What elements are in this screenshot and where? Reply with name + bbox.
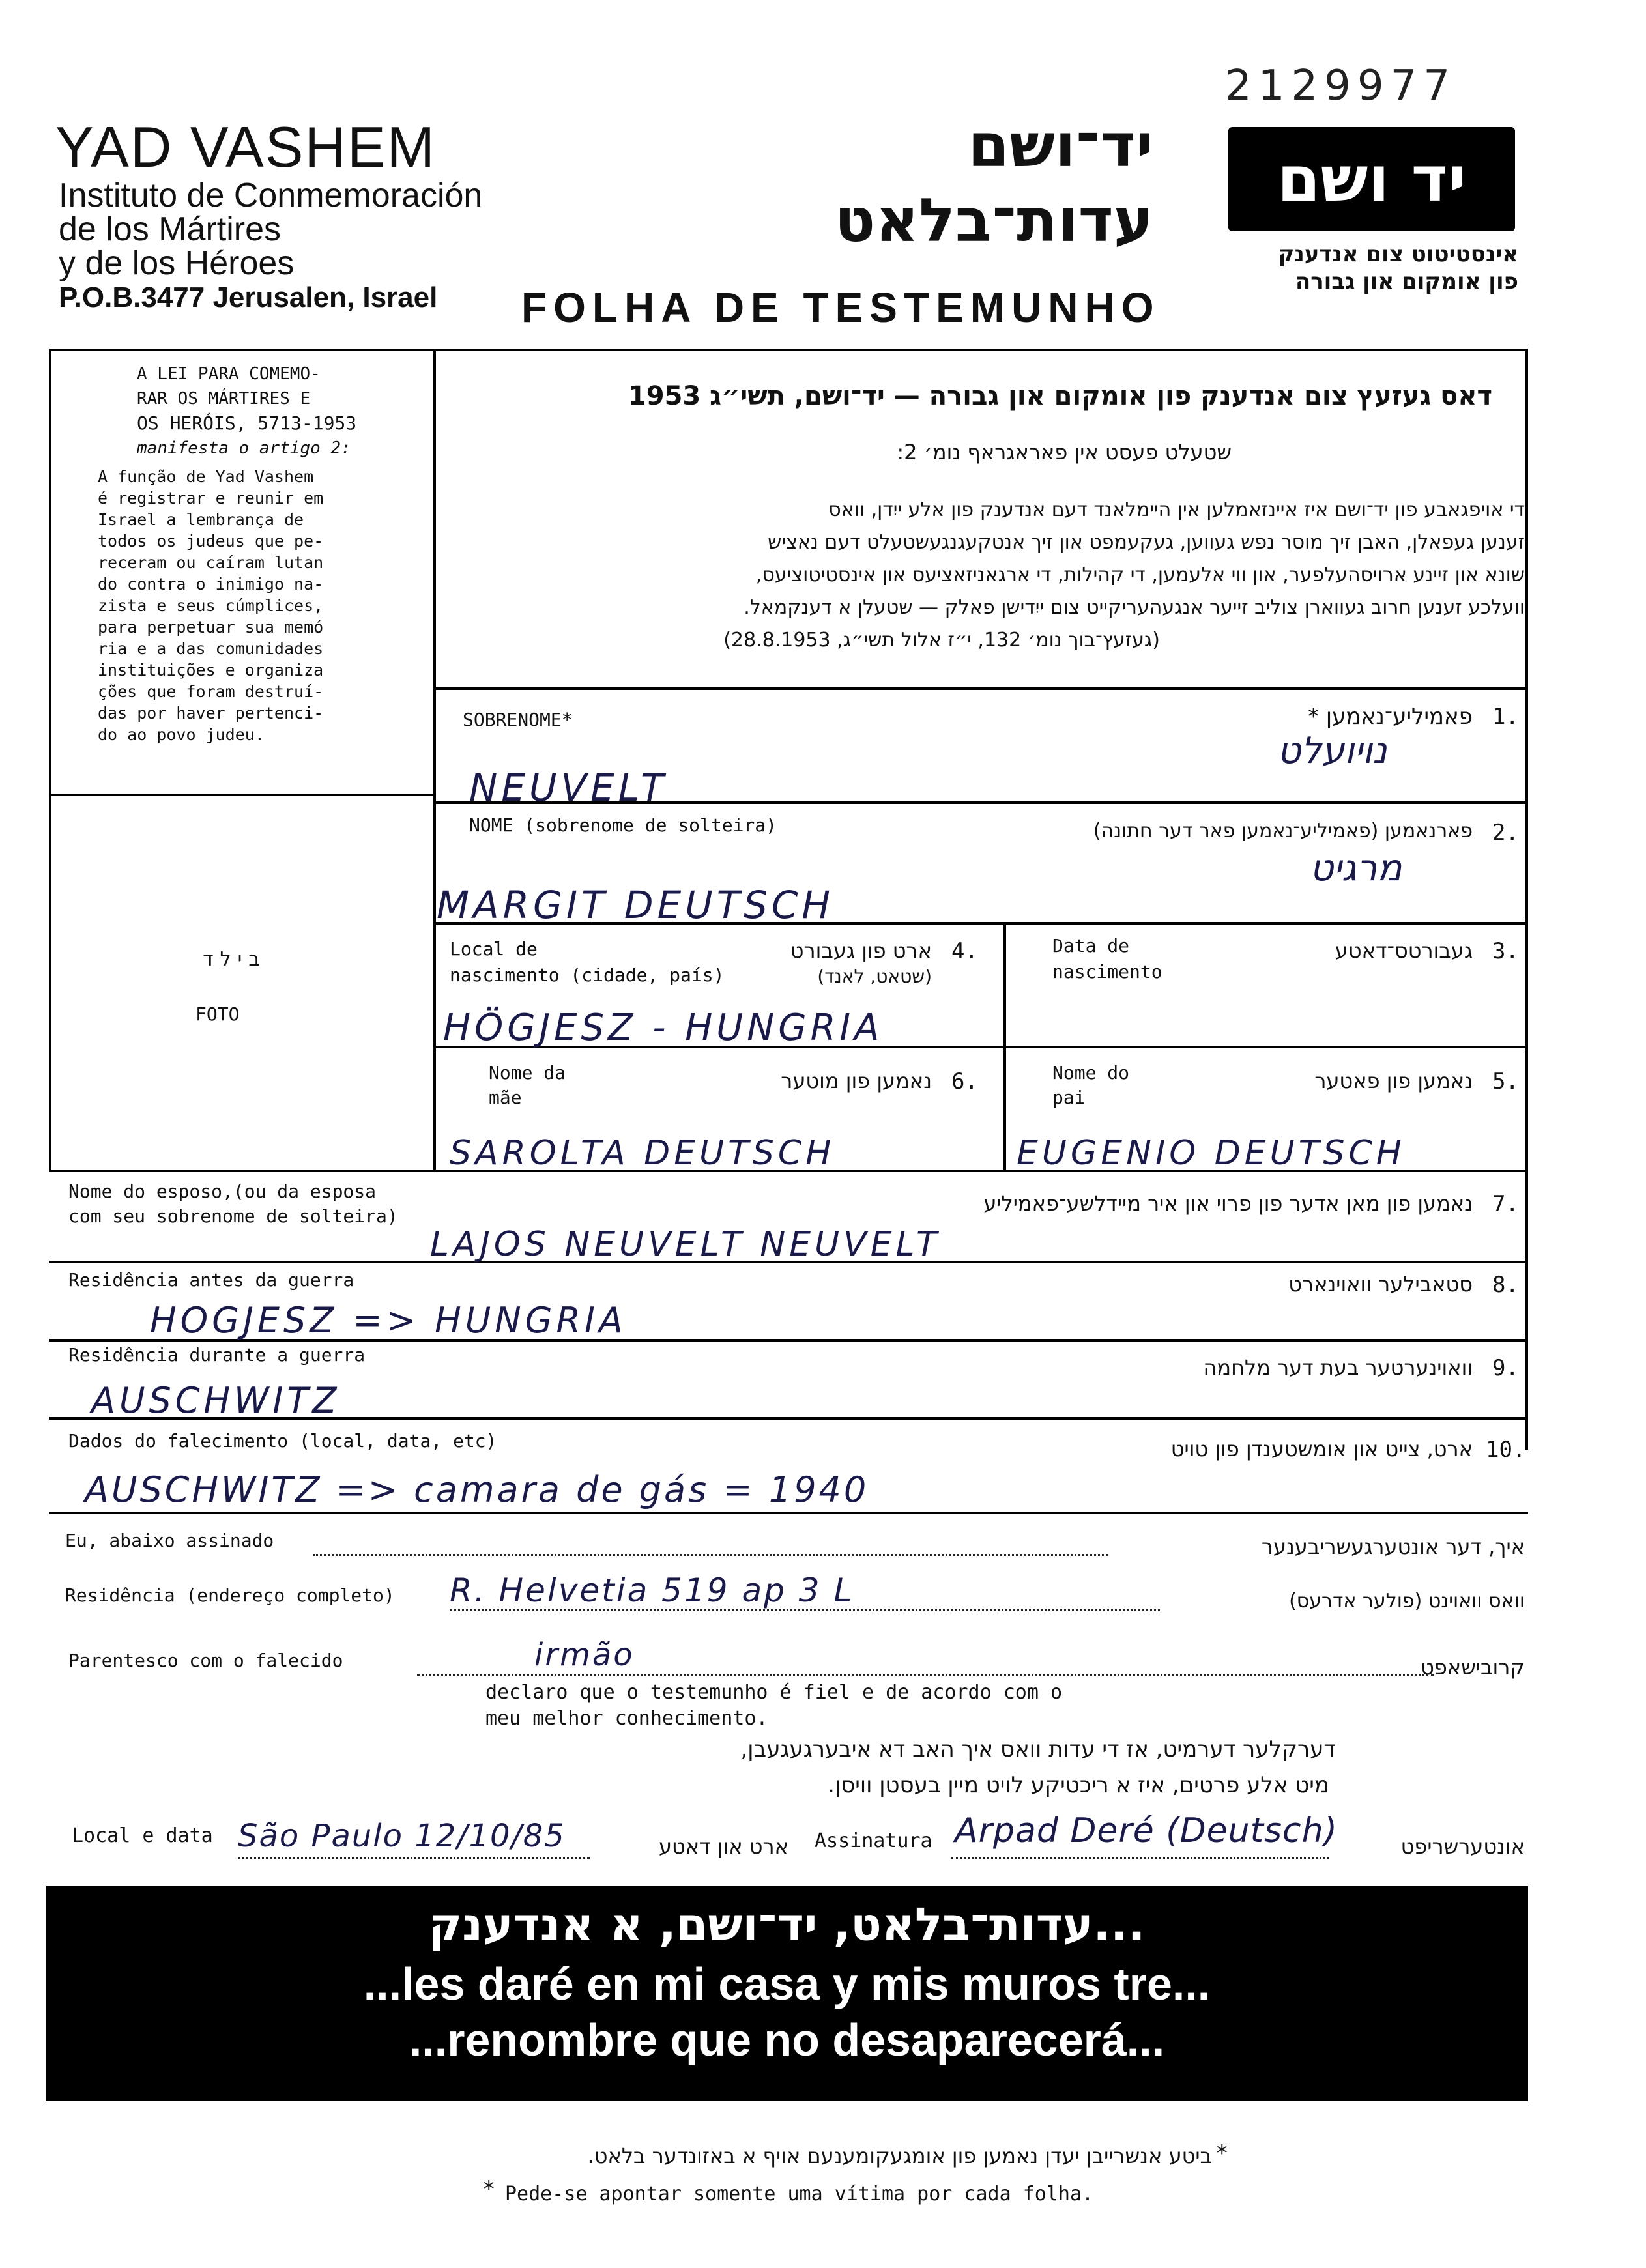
form-right-border bbox=[1525, 349, 1528, 1450]
banner-hebrew-line: ...עדות־בלאט, יד־ושם, א אנדענק bbox=[428, 1898, 1146, 1951]
field-6-label-2: mãe bbox=[489, 1087, 522, 1108]
hebrew-law-line: (געזעץ־בוך נומ׳ 132, י״ז אלול תשי״ג, 28.8.1953) bbox=[723, 629, 1160, 652]
field-8-value[interactable]: HOGJESZ => HUNGRIA bbox=[150, 1300, 627, 1341]
scripture-banner bbox=[46, 1886, 1528, 2101]
residence-dotted-line bbox=[450, 1609, 1160, 1611]
footer-asterisk-2: * bbox=[482, 2176, 496, 2202]
field-3-label-1: Data de bbox=[1052, 935, 1130, 956]
field-9-label: Residência durante a guerra bbox=[68, 1344, 366, 1366]
law-body-line: é registrar e reunir em bbox=[98, 489, 324, 508]
field-5-value[interactable]: EUGENIO DEUTSCH bbox=[1017, 1134, 1406, 1173]
field-1-number: 1. bbox=[1492, 704, 1519, 730]
org-name: YAD VASHEM bbox=[55, 115, 436, 179]
hebrew-law-line: וועלכע זענען חרוב געווארן צוליב זייער אנגעהעריקייט צום ייִדישן פאלק — שטעלן א דענקמאל. bbox=[744, 596, 1525, 619]
field-5-number: 5. bbox=[1492, 1069, 1519, 1095]
law-heading-3: OS HERÓIS, 5713-1953 bbox=[137, 412, 357, 434]
org-line-1: Instituto de Conmemoración bbox=[59, 177, 483, 214]
field-4-label-hebrew-2: (שטאט, לאנד) bbox=[817, 966, 932, 987]
relation-label: Parentesco com o falecido bbox=[68, 1650, 343, 1671]
place-date-dotted-line bbox=[238, 1857, 590, 1859]
field-3-number: 3. bbox=[1492, 938, 1519, 964]
residence-label: Residência (endereço completo) bbox=[65, 1585, 395, 1606]
residence-label-hebrew: וואס וואוינט (פולער אדרעס) bbox=[1289, 1590, 1525, 1613]
field-2-value[interactable]: MARGIT DEUTSCH bbox=[437, 883, 835, 927]
logo-text: יד ושם bbox=[1277, 143, 1467, 216]
logo-caption-line-1: אינסטיטוט צום אנדענק bbox=[1278, 241, 1518, 267]
yad-vashem-logo bbox=[1228, 127, 1515, 231]
declaration-text-2: meu melhor conhecimento. bbox=[485, 1707, 768, 1730]
field-6-label-1: Nome da bbox=[489, 1062, 566, 1084]
hebrew-law-line: זענען געפאלן, האבן זיך מוסר נפש געווען, געקעמפט און זיך אנטקעגנגעשטעלט דעם נאציש bbox=[768, 531, 1525, 554]
signature-label-hebrew: אונטערשריפט bbox=[1400, 1834, 1525, 1859]
law-body-line: para perpetuar sua memó bbox=[98, 618, 324, 637]
hebrew-title-line-2: עדות־בלאט bbox=[834, 186, 1153, 255]
declaration-text-1: declaro que o testemunho é fiel e de acordo com o bbox=[485, 1681, 1063, 1704]
footer-asterisk-1: * bbox=[1215, 2140, 1229, 2166]
field-5-label-hebrew: נאמען פון פאטער bbox=[1314, 1069, 1473, 1093]
field-4-label-hebrew-1: ארט פון געבורט bbox=[790, 938, 932, 963]
field-8-number: 8. bbox=[1492, 1272, 1519, 1298]
signature-dotted-line bbox=[951, 1857, 1329, 1859]
field-5-label-2: pai bbox=[1052, 1087, 1086, 1108]
field-row-divider bbox=[1003, 922, 1006, 1170]
law-body-line: do contra o inimigo na- bbox=[98, 575, 324, 594]
field-4-number: 4. bbox=[951, 938, 978, 964]
field-5-label-1: Nome do bbox=[1052, 1062, 1130, 1084]
place-date-label-hebrew: ארט און דאטע bbox=[658, 1834, 788, 1859]
signer-label: Eu, abaixo assinado bbox=[65, 1530, 274, 1551]
field-7-value[interactable]: LAJOS NEUVELT NEUVELT bbox=[430, 1225, 941, 1264]
form-top-border bbox=[49, 349, 1528, 351]
field-7-number: 7. bbox=[1492, 1191, 1519, 1217]
field-8-label: Residência antes da guerra bbox=[68, 1269, 354, 1291]
field-7-label-1: Nome do esposo,(ou da esposa bbox=[68, 1181, 377, 1202]
field-8-label-hebrew: סטאבילער וואוינארט bbox=[1288, 1272, 1473, 1297]
field-4-label-1: Local de bbox=[450, 938, 538, 960]
field-3-label-2: nascimento bbox=[1052, 961, 1162, 983]
declaration-hebrew-2: מיט אלע פרטים, איז א ריכטיקע לויט מיין בעסטן וויסן. bbox=[828, 1772, 1329, 1798]
hebrew-law-line: די אויפגאבע פון יד־ושם איז איינזאמלען אין היימלאנד דעם אנדענק פון אלע ייִדן, וואס bbox=[828, 498, 1525, 521]
field-1-label-hebrew: פאמיליע־נאמען * bbox=[1308, 704, 1473, 730]
law-body-line: ções que foram destruí- bbox=[98, 682, 324, 701]
relation-value[interactable]: irmão bbox=[534, 1637, 635, 1673]
banner-line-1: ...les daré en mi casa y mis muros tre... bbox=[363, 1959, 1211, 2009]
field-9-number: 9. bbox=[1492, 1355, 1519, 1381]
form-title: FOLHA DE TESTEMUNHO bbox=[521, 284, 1161, 331]
logo-caption-line-2: פון אומקום און גבורה bbox=[1295, 268, 1518, 294]
field-10-number: 10. bbox=[1486, 1437, 1526, 1463]
org-line-3: y de los Héroes bbox=[59, 244, 295, 282]
hebrew-title-line-1: יד־ושם bbox=[968, 111, 1153, 180]
field-6-value[interactable]: SAROLTA DEUTSCH bbox=[450, 1134, 835, 1173]
field-2-number: 2. bbox=[1492, 820, 1519, 846]
field-7-label-hebrew: נאמען פון מאן אדער פון פרוי און איר מיידלשע־פאמיליע bbox=[983, 1191, 1473, 1216]
place-date-value[interactable]: São Paulo 12/10/85 bbox=[238, 1818, 566, 1854]
signature-value[interactable]: Arpad Deré (Deutsch) bbox=[955, 1811, 1338, 1850]
signer-dotted-line bbox=[313, 1554, 1108, 1556]
law-body bbox=[65, 466, 430, 745]
field-1-hebrew-handwritten: נויועלט bbox=[1277, 730, 1387, 772]
field-2-hebrew-handwritten: מרגיט bbox=[1310, 847, 1402, 889]
org-address: P.O.B.3477 Jerusalen, Israel bbox=[59, 281, 438, 313]
law-heading-1: A LEI PARA COMEMO- bbox=[137, 364, 321, 384]
law-body-line: das por haver pertenci- bbox=[98, 704, 324, 723]
field-2-label: NOME (sobrenome de solteira) bbox=[469, 814, 777, 836]
law-heading-2: RAR OS MÁRTIRES E bbox=[137, 389, 311, 409]
hebrew-law-bottom bbox=[433, 687, 1528, 690]
field-9-label-hebrew: וואוינערטער בעת דער מלחמה bbox=[1203, 1355, 1473, 1380]
photo-label-hebrew: בילד bbox=[203, 948, 267, 971]
declaration-hebrew-1: דערקלער דערמיט, אז די עדות וואס איך האב דא איבערגעגעבן, bbox=[740, 1736, 1336, 1762]
field-10-bottom bbox=[49, 1512, 1528, 1514]
footer-note-hebrew: ביטע אנשרייבן יעדן נאמען פון אומגעקומענעם אויף א באזונדער בלאט. bbox=[587, 2144, 1212, 2168]
banner-line-2: ...renombre que no desaparecerá... bbox=[409, 2015, 1165, 2065]
field-3-label-hebrew: געבורטס־דאטע bbox=[1335, 938, 1473, 963]
field-10-value[interactable]: AUSCHWITZ => camara de gás = 1940 bbox=[85, 1469, 869, 1510]
field-7-label-2: com seu sobrenome de solteira) bbox=[68, 1205, 398, 1227]
signer-label-hebrew: איך, דער אונטערגעשריבענער bbox=[1261, 1534, 1525, 1559]
law-body-line: do ao povo judeu. bbox=[98, 725, 265, 744]
law-body-line: todos os judeus que pe- bbox=[98, 532, 324, 551]
field-1-value[interactable]: NEUVELT bbox=[469, 766, 668, 810]
place-date-label: Local e data bbox=[72, 1824, 213, 1847]
document-number: 2129977 bbox=[1225, 62, 1457, 110]
org-line-2: de los Mártires bbox=[59, 210, 281, 248]
hebrew-law-body bbox=[456, 494, 1525, 657]
field-4-value[interactable]: HÖGJESZ - HUNGRIA bbox=[443, 1007, 884, 1049]
field-6-label-hebrew: נאמען פון מוטער bbox=[781, 1069, 932, 1093]
field-10-label-hebrew: ארט, צייט און אומשטענדן פון טויט bbox=[1170, 1437, 1473, 1461]
field-2-label-hebrew: פארנאמען (פאמיליע־נאמען פאר דער חתונה) bbox=[1093, 820, 1473, 842]
law-body-line: Israel a lembrança de bbox=[98, 510, 304, 529]
law-box-bottom bbox=[49, 794, 435, 796]
field-10-label: Dados do falecimento (local, data, etc) bbox=[68, 1430, 497, 1452]
field-6-number: 6. bbox=[951, 1069, 978, 1095]
form-left-border bbox=[49, 349, 51, 1170]
field-1-label: SOBRENOME* bbox=[463, 709, 573, 730]
residence-value[interactable]: R. Helvetia 519 ap 3 L bbox=[450, 1572, 854, 1609]
law-box bbox=[65, 362, 430, 745]
law-body-line: instituições e organiza bbox=[98, 661, 324, 680]
law-body-line: receram ou caíram lutan bbox=[98, 553, 324, 572]
signature-label: Assinatura bbox=[815, 1830, 932, 1852]
photo-label: FOTO bbox=[195, 1003, 240, 1025]
hebrew-law-line: שונא און זיינע ארויסהעלפער, און ווי אלעמען, די קהילות, די ארגאניזאציעס און אינסטיטוציעס, bbox=[755, 564, 1525, 586]
hebrew-law-title: דאס געזעץ צום אנדענק פון אומקום און גבורה — יד־ושם, תשי״ג 1953 bbox=[628, 381, 1492, 411]
law-body-line: ria e a das comunidades bbox=[98, 639, 324, 658]
hebrew-law-subtitle: שטעלט פעסט אין פאראגראף נומ׳ 2: bbox=[897, 440, 1232, 465]
law-heading-4: manifesta o artigo 2: bbox=[137, 438, 351, 458]
law-body-line: A função de Yad Vashem bbox=[98, 467, 314, 486]
field-9-value[interactable]: AUSCHWITZ bbox=[91, 1380, 341, 1421]
relation-dotted-line bbox=[417, 1674, 1434, 1676]
footer-note: Pede-se apontar somente uma vítima por cada folha. bbox=[505, 2183, 1094, 2205]
field-4-label-2: nascimento (cidade, país) bbox=[450, 964, 725, 986]
law-body-line: zista e seus cúmplices, bbox=[98, 596, 324, 615]
relation-label-hebrew: קרובישאפט bbox=[1421, 1655, 1525, 1680]
